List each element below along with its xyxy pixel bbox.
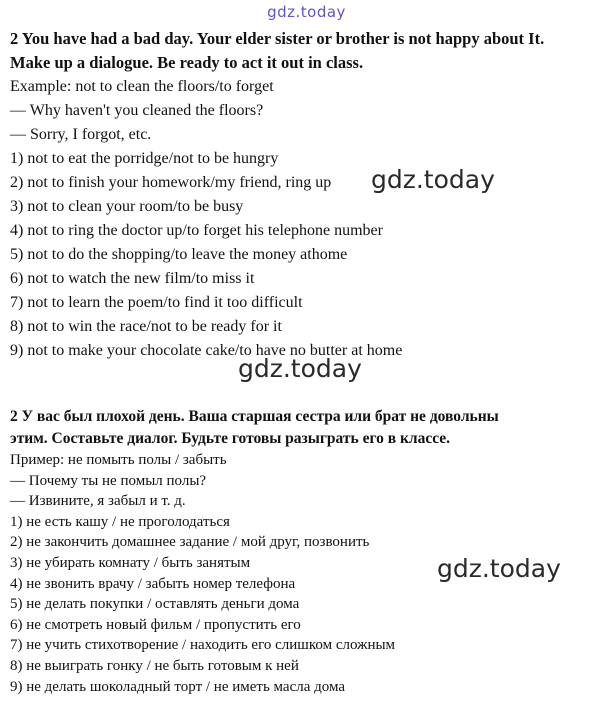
dialogue-line: — Почему ты не помыл полы? [10, 472, 207, 489]
list-item: 5) не делать покупки / оставлять деньги дома [10, 596, 300, 613]
list-item: 3) not to clean your room/to be busy [10, 198, 244, 215]
exercise-heading-line-2: Make up a dialogue. Be ready to act it out in class. [10, 53, 364, 72]
list-item: 7) не учить стихотворение / находить его слишком сложным [10, 637, 396, 654]
list-item: 1) not to eat the porridge/not to be hungry [10, 150, 279, 167]
list-item: 6) not to watch the new film/to miss it [10, 270, 255, 287]
list-item: 7) not to learn the poem/to find it too difficult [10, 294, 303, 311]
watermark-top: gdz.today [267, 3, 346, 21]
russian-exercise [10, 406, 610, 697]
list-item: 8) not to win the race/not to be ready for it [10, 318, 282, 335]
list-item: 1) не есть кашу / не проголодаться [10, 513, 230, 530]
list-item: 2) не закончить домашнее задание / мой друг, позвонить [10, 534, 370, 551]
exercise-heading-line-1: 2 You have had a bad day. Your elder sister or brother is not happy about It. [10, 29, 545, 48]
list-item: 4) not to ring the doctor up/to forget his telephone number [10, 222, 383, 239]
example-line: Example: not to clean the floors/to forget [10, 78, 274, 95]
example-line: Пример: не помыть полы / забыть [10, 452, 227, 468]
list-item: 9) не делать шоколадный торт / не иметь масла дома [10, 678, 346, 695]
dialogue-line: — Why haven't you cleaned the floors? [10, 102, 264, 119]
watermark-overlay: gdz.today [238, 354, 362, 383]
list-item: 2) not to finish your homework/my friend, ring up [10, 174, 332, 191]
list-item: 5) not to do the shopping/to leave the money athome [10, 246, 348, 263]
dialogue-line: — Извините, я забыл и т. д. [10, 493, 186, 510]
exercise-heading-line-2: этим. Составьте диалог. Будьте готовы разыграть его в классе. [10, 430, 451, 447]
list-item: 9) not to make your chocolate cake/to have no butter at home [10, 342, 403, 359]
watermark-overlay: gdz.today [437, 554, 561, 583]
english-exercise [10, 27, 610, 363]
list-item: 8) не выиграть гонку / не быть готовым к ней [10, 657, 299, 674]
list-item: 3) не убирать комнату / быть занятым [10, 554, 251, 571]
exercise-heading-line-1: 2 У вас был плохой день. Ваша старшая сестра или брат не довольны [10, 408, 499, 425]
list-item: 6) не смотреть новый фильм / пропустить его [10, 616, 301, 633]
watermark-overlay: gdz.today [371, 165, 495, 194]
list-item: 4) не звонить врачу / забыть номер телефона [10, 575, 296, 592]
dialogue-line: — Sorry, I forgot, etc. [10, 126, 152, 143]
